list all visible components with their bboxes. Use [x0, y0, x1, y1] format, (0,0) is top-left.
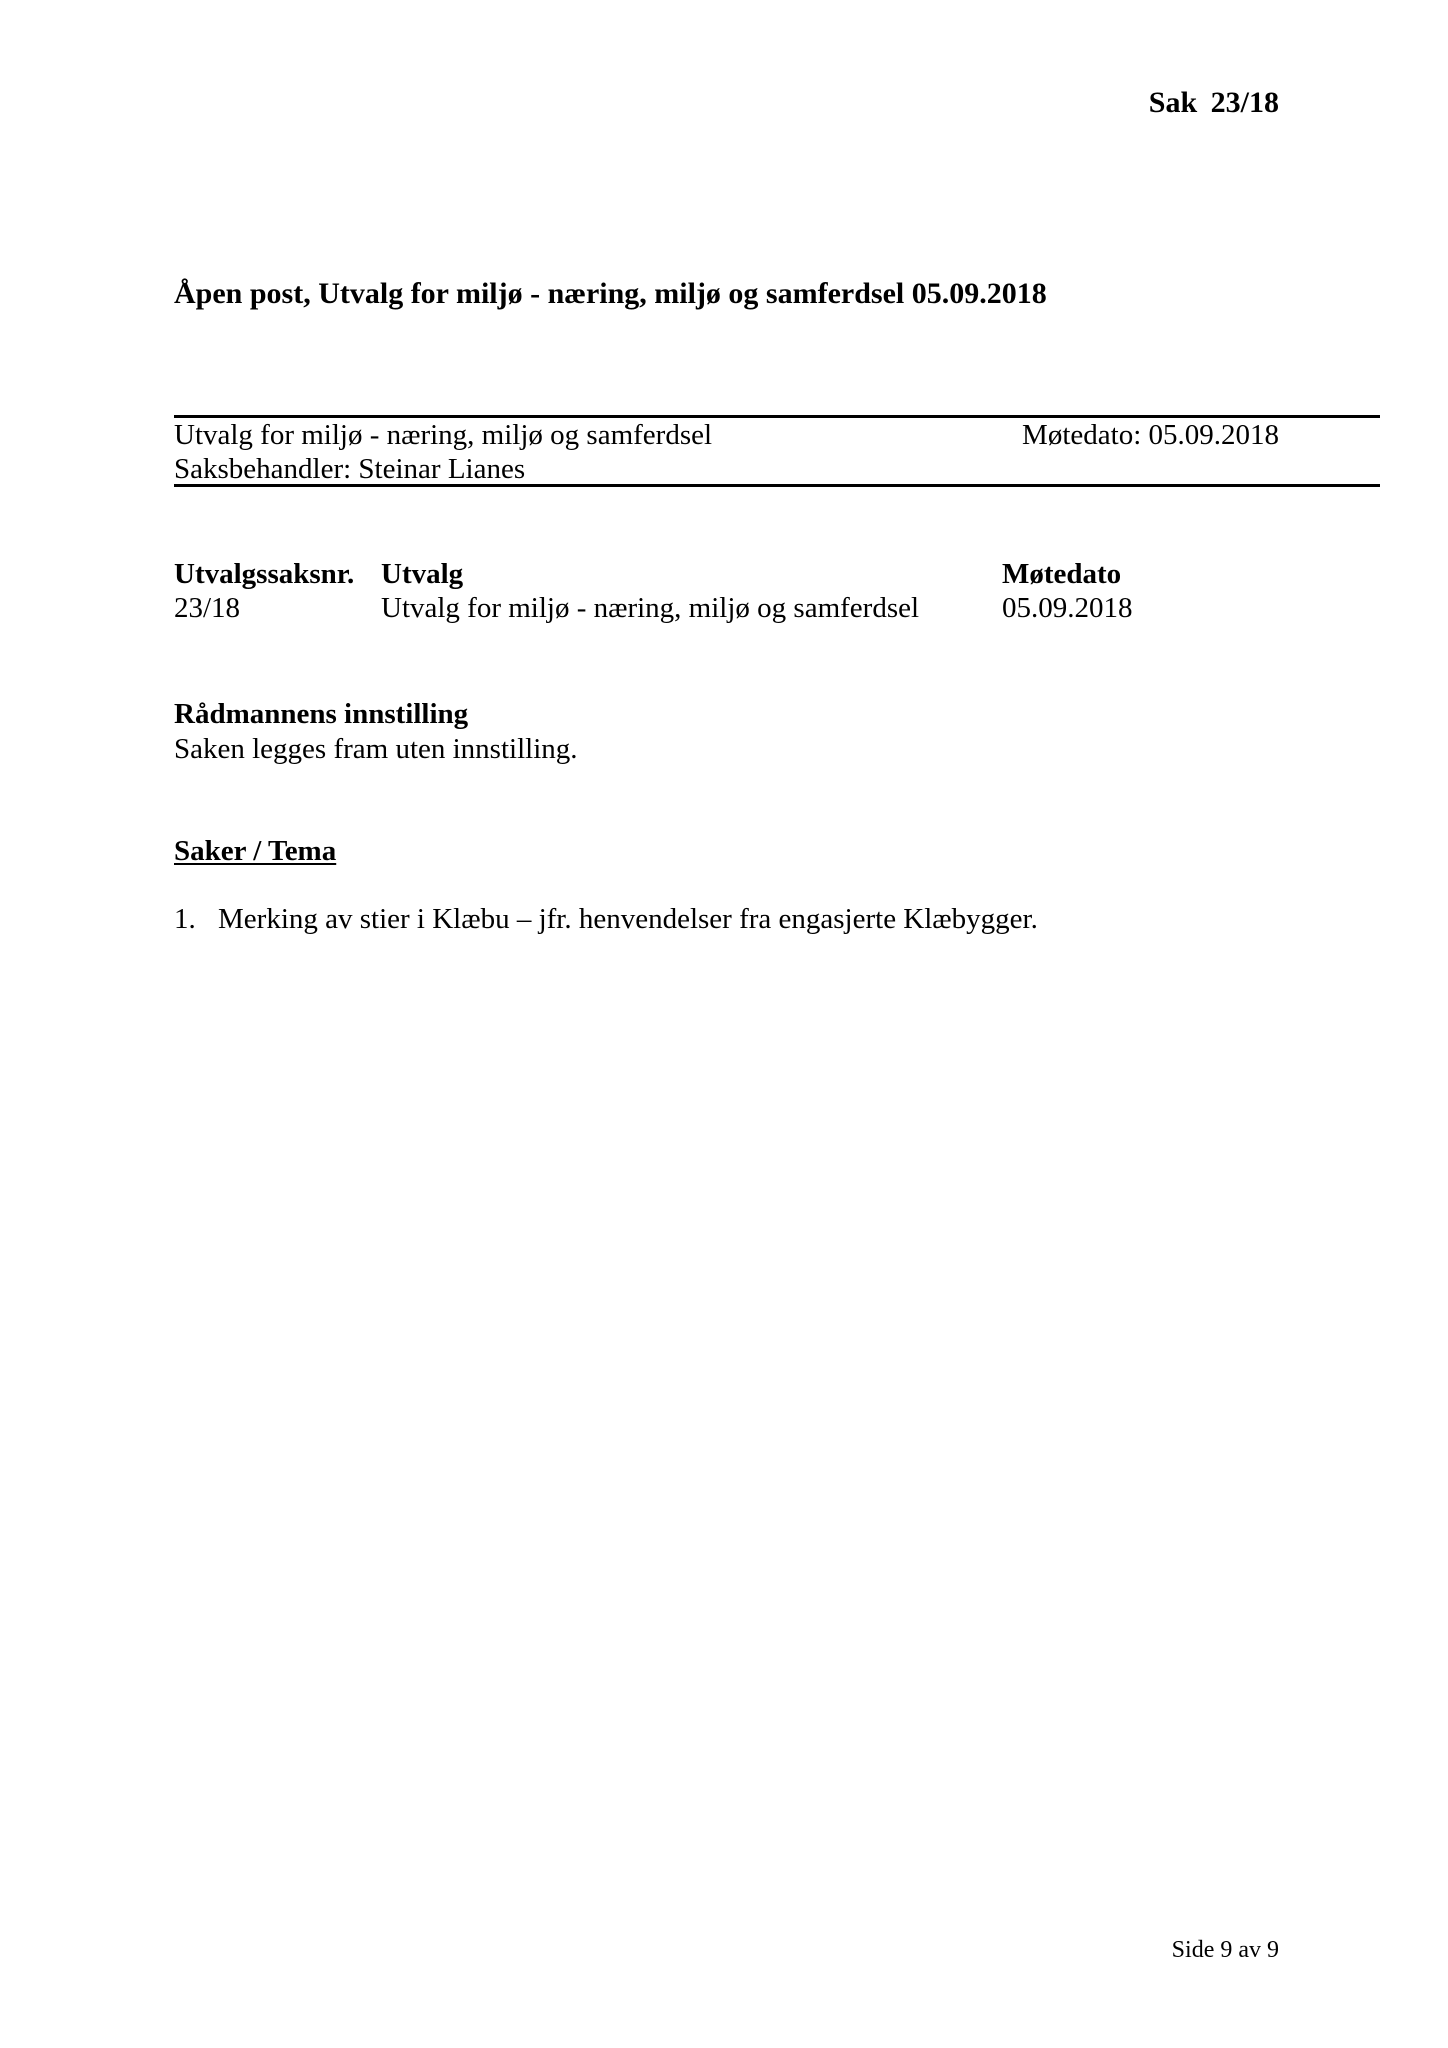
recommendation-text: Saken legges fram uten innstilling.: [174, 733, 578, 765]
table-cell-case-number: 23/18: [174, 592, 241, 624]
table-header-committee: Utvalg: [381, 558, 464, 590]
case-number-header: Sak 23/18: [1148, 86, 1279, 119]
list-item-number: 1.: [174, 903, 196, 935]
header-rule-top: [174, 415, 1380, 418]
table-header-case-number: Utvalgssaksnr.: [174, 558, 355, 590]
page-number-footer: Side 9 av 9: [1171, 1937, 1279, 1963]
document-title: Åpen post, Utvalg for miljø - næring, miljø og samferdsel 05.09.2018: [174, 277, 1047, 310]
header-meeting-date: Møtedato: 05.09.2018: [1022, 419, 1279, 451]
header-committee: Utvalg for miljø - næring, miljø og samferdsel: [174, 419, 713, 451]
header-rule-bottom: [174, 484, 1380, 487]
recommendation-heading: Rådmannens innstilling: [174, 698, 469, 730]
table-cell-meeting-date: 05.09.2018: [1002, 592, 1133, 624]
table-header-meeting-date: Møtedato: [1002, 558, 1122, 590]
header-case-officer: Saksbehandler: Steinar Lianes: [174, 453, 526, 485]
list-item: Merking av stier i Klæbu – jfr. henvendelser fra engasjerte Klæbygger.: [218, 903, 1038, 935]
table-cell-committee: Utvalg for miljø - næring, miljø og samferdsel: [381, 592, 920, 624]
topics-heading: Saker / Tema: [174, 835, 337, 867]
